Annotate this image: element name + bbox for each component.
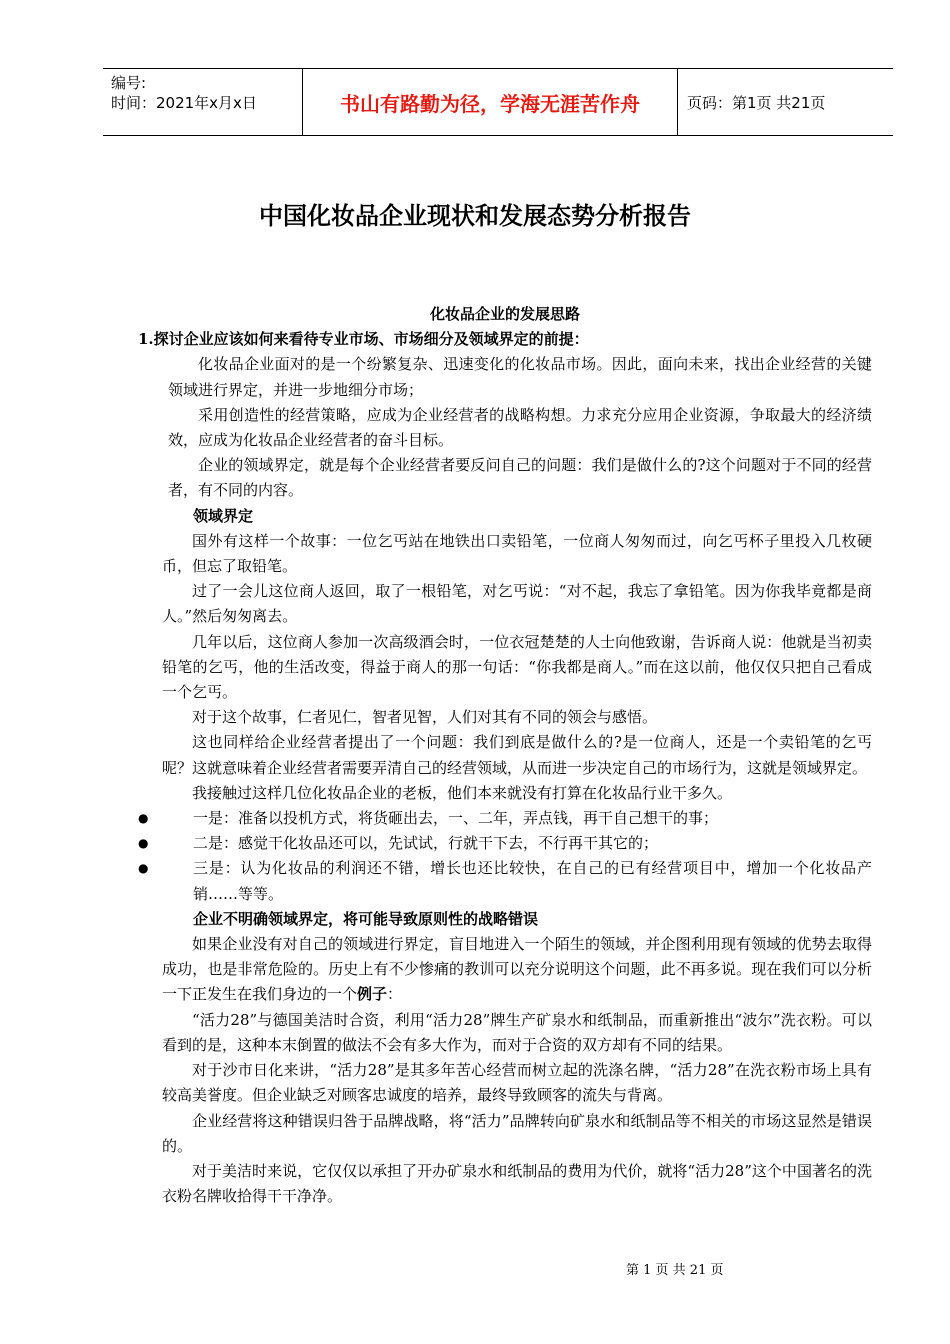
bullet-icon: ●: [138, 861, 149, 876]
document-number-label: 编号:: [111, 74, 147, 92]
intro-paragraph: 化妆品企业面对的是一个纷繁复杂、迅速变化的化妆品市场。因此，面向未来，找出企业经营的关键领域进行界定，并进一步地细分市场；: [168, 355, 872, 399]
document-body: [138, 302, 872, 1209]
story-paragraph: 过了一会儿这位商人返回，取了一根铅笔，对乞丐说：“对不起，我忘了拿铅笔。因为你我毕竟都是商人。”然后匆匆离去。: [162, 582, 872, 626]
heading-1: 1.探讨企业应该如何来看待专业市场、市场细分及领域界定的前提：: [138, 330, 589, 349]
story-paragraph: 几年以后，这位商人参加一次高级酒会时，一位衣冠楚楚的人士向他致谢，告诉商人说：他就是当初卖铅笔的乞丐，他的生活改变，得益于商人的那一句话：“你我都是商人。”而在这以前，他仅仅只把自己看成一个乞丐。: [162, 632, 872, 702]
intro-paragraph: 采用创造性的经营策略，应成为企业经营者的战略构想。力求充分应用企业资源，争取最大的经济绩效，应成为化妆品企业经营者的奋斗目标。: [168, 405, 872, 450]
story-paragraph: 国外有这样一个故事：一位乞丐站在地铁出口卖铅笔，一位商人匆匆而过，向乞丐杯子里投入几枚硬币，但忘了取铅笔。: [162, 531, 872, 576]
header-motto: 书山有路勤为径，学海无涯苦作舟: [303, 69, 678, 135]
bullet-item: [138, 806, 872, 831]
case-paragraph: 对于美洁时来说，它仅仅以承担了开办矿泉水和纸制品的费用为代价，就将“活力28”这个中国著名的洗衣粉名牌收拾得干干净净。: [162, 1161, 872, 1206]
bullet-icon: ●: [138, 811, 149, 826]
bullet-item: [138, 831, 872, 856]
bullet-text: 二是：感觉干化妆品还可以，先试试，行就干下去，不行再干其它的；: [193, 834, 659, 853]
header-meta-cell: [103, 69, 303, 135]
case-intro-text: 如果企业没有对自己的领域进行界定，盲目地进入一个陌生的领域，并企图利用现有领域的优势去取得成功，也是非常危险的。历史上有不少惨痛的教训可以充分说明这个问题，此不再多说。现在我们可以分析一下正发生在我们身边的一个: [162, 935, 872, 1004]
section-title: 化妆品企业的发展思路: [429, 305, 580, 323]
bullet-item: [138, 856, 872, 906]
story-paragraph: 我接触过这样几位化妆品企业的老板，他们本来就没有打算在化妆品行业干多久。: [192, 783, 733, 802]
intro-paragraph: 企业的领域界定，就是每个企业经营者要反问自己的问题：我们是做什么的?这个问题对于不同的经营者，有不同的内容。: [168, 456, 872, 500]
bullet-text: 一是：准备以投机方式，将货砸出去，一、二年，弄点钱，再干自己想干的事；: [193, 809, 719, 828]
story-paragraph: 这也同样给企业经营者提出了一个问题：我们到底是做什么的?是一位商人，还是一个卖铅笔的乞丐呢？这就意味着企业经营者需要弄清自己的经营领域，从而进一步决定自己的市场行为，这就是领域界定。: [162, 733, 872, 777]
subheading-strategy-error: 企业不明确领域界定，将可能导致原则性的战略错误: [193, 909, 539, 928]
header-page-info: 页码：第1页 共21页: [687, 93, 826, 112]
subheading-domain: 领域界定: [193, 506, 254, 525]
case-intro-paragraph: [162, 932, 872, 1008]
case-paragraph: “活力28”与德国美洁时合资，利用“活力28”牌生产矿泉水和纸制品，而重新推出“波尔”洗衣粉。可以看到的是，这种本末倒置的做法不会有多大作为，而对于合资的双方却有不同的结果。: [162, 1010, 872, 1054]
case-paragraph: 企业经营将这种错误归咎于品牌战略，将“活力”品牌转向矿泉水和纸制品等不相关的市场这显然是错误的。: [162, 1111, 872, 1155]
case-intro-emphasis: 例子: [357, 985, 388, 1004]
bullet-text: 三是：认为化妆品的利润还不错，增长也还比较快，在自己的已有经营项目中，增加一个化妆品产销……等等。: [193, 859, 872, 903]
document-time-label: 时间：2021年x月x日: [111, 94, 257, 112]
bullet-icon: ●: [138, 836, 149, 851]
page-footer: 第 1 页 共 21 页: [626, 1263, 724, 1278]
case-paragraph: 对于沙市日化来讲，“活力28”是其多年苦心经营而树立起的洗涤名牌，“活力28”在洗衣粉市场上具有较高美誉度。但企业缺乏对顾客忠诚度的培养，最终导致顾客的流失与背离。: [162, 1061, 872, 1105]
story-paragraph: 对于这个故事，仁者见仁，智者见智，人们对其有不同的领会与感悟。: [192, 708, 658, 727]
document-title: 中国化妆品企业现状和发展态势分析报告: [259, 202, 691, 230]
page-header: [103, 68, 893, 136]
case-intro-end: ：: [387, 985, 403, 1004]
